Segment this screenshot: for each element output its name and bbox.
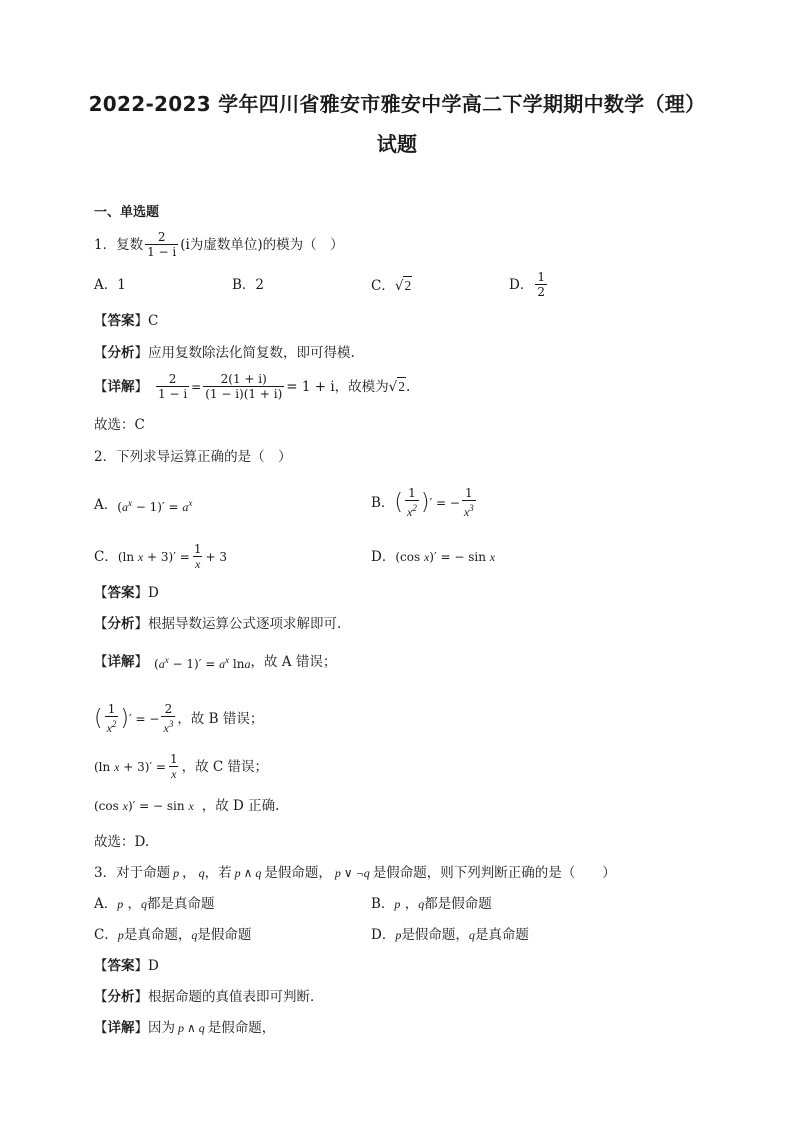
detail-line-c: (ln x + 3)′ = $\frac{1}{x}$ ，故 C 错误； — [94, 752, 269, 781]
question-stem: 下列求导运算正确的是（ ） — [116, 449, 292, 465]
question-3: 3． 对于命题 p ， q ，若 p ∧ q 是假命题， p ∨ ¬q 是假命题，则下列判断正确的是（ ） — [94, 865, 616, 881]
radicand: 2 — [398, 379, 406, 394]
question-text: 是假命题， — [264, 865, 332, 881]
option-text: 是真命题， — [123, 927, 192, 943]
option-text: 都是假命题 — [424, 896, 492, 912]
option-text: 是真命题 — [474, 927, 529, 943]
answer-row — [94, 957, 159, 975]
option-text: 是假命题， — [401, 927, 469, 943]
question-text: 是假命题，则下列判断正确的是（ ） — [372, 865, 616, 881]
option-d: D． (cos x)′ = − sin x — [371, 549, 496, 565]
page-title: 2022-2023 学年四川省雅安市雅安中学高二下学期期中数学（理）试题 — [88, 92, 706, 156]
sqrt-expression: √ 2 — [388, 379, 406, 395]
denominator: 2 — [537, 285, 545, 299]
option-label: D． — [509, 276, 534, 293]
detail-text: ，故 C 错误； — [181, 758, 269, 775]
fraction: $\frac{1}{x^3}$ — [463, 486, 474, 519]
answer-value: D — [148, 958, 159, 974]
answer-value: C — [148, 313, 159, 329]
option-a: A． p ， q 都是真命题 — [94, 896, 215, 912]
question-suffix: (i为虚数单位)的模为（ ） — [180, 236, 344, 253]
fraction: $\frac{1}{x}$ — [193, 542, 202, 571]
detail-label: 【 详解 】 — [94, 1019, 148, 1037]
fraction — [145, 230, 178, 259]
question-prefix: 复数 — [116, 236, 144, 253]
option-text: 都是真命题 — [147, 896, 215, 912]
option-label: B． — [371, 494, 395, 511]
option-b: B．2 — [232, 277, 265, 293]
question-2 — [94, 448, 292, 466]
detail-text: 是假命题， — [207, 1020, 276, 1036]
question-text: ，若 — [204, 865, 232, 881]
detail-text: ，故 B 错误； — [177, 710, 264, 727]
numerator: 2 — [157, 230, 166, 244]
answer-label: 【 答案 】 — [94, 312, 148, 330]
detail-text: ，故 A 错误； — [250, 654, 337, 670]
fraction — [156, 372, 189, 401]
denominator: 1 − i — [147, 245, 177, 259]
analysis-row — [94, 615, 341, 633]
question-text: 对于命题 — [116, 865, 171, 881]
detail-row: 【 详解 】 $(a^x - 1)' = a^x$ lna ，故 A 错误； — [94, 651, 336, 673]
analysis-label: 【 分析 】 — [94, 988, 148, 1006]
analysis-text: 应用复数除法化简复数，即可得模. — [148, 345, 355, 361]
answer-label: 【 答案 】 — [94, 584, 148, 602]
choose-row: 故选：C — [94, 417, 145, 433]
fraction: $\frac{1}{x}$ — [169, 752, 178, 781]
detail-label: 【 详解 】 — [94, 653, 148, 671]
numerator: 2 — [168, 372, 177, 386]
detail-end: . — [406, 378, 411, 395]
option-label: C． — [94, 927, 118, 943]
math-expression: $(a^x - 1)' = a^x$ — [117, 498, 193, 514]
question-number: 1． — [94, 236, 117, 253]
option-label: C． — [94, 548, 118, 565]
fraction — [535, 270, 547, 299]
option-b: B． p ， q 都是假命题 — [371, 896, 492, 912]
answer-value: D — [148, 585, 159, 601]
fraction — [203, 372, 284, 401]
detail-text: = 1 + i，故模为 — [286, 378, 389, 395]
radicand: 2 — [404, 278, 412, 293]
detail-label: 【 详解 】 — [94, 378, 148, 396]
fraction: $\frac{1}{x^2}$ — [106, 702, 117, 735]
question-1 — [94, 230, 344, 259]
option-c: C． (ln x + 3)′ = $\frac{1}{x}$ + 3 — [94, 542, 227, 571]
analysis-label: 【 分析 】 — [94, 344, 148, 362]
option-label: A． — [94, 497, 118, 513]
detail-line-b: ( $\frac{1}{x^2}$ ) ′ = − $\frac{2}{x^3}$ ，故 B 错误； — [94, 702, 264, 735]
denominator: 1 − i — [158, 387, 188, 401]
analysis-row — [94, 344, 355, 362]
option-label: C． — [371, 277, 395, 294]
option-label: B． — [371, 896, 395, 912]
answer-row — [94, 584, 159, 602]
option-c — [371, 276, 412, 295]
detail-text: 因为 — [148, 1020, 175, 1036]
option-a: A．1 — [94, 277, 126, 293]
detail-row: 【 详解 】 $\frac{2}{1 - i}$ = $\frac{2(1 + i)}{(1 - i)(1 + i)}$ = 1 + i，故模为 √ 2 . — [94, 372, 410, 401]
numerator: 1 — [537, 270, 545, 284]
detail-row: 【 详解 】 因为 p ∧ q 是假命题， — [94, 1019, 275, 1037]
section-heading: 一、单选题 — [94, 205, 160, 220]
question-number: 3． — [94, 865, 117, 881]
detail-line-d: (cos x)′ = − sin x ，故 D 正确. — [94, 798, 280, 814]
choose-row: 故选：D. — [94, 834, 150, 850]
denominator: (1 − i)(1 + i) — [205, 387, 283, 401]
detail-text: ，故 D 正确. — [201, 798, 280, 814]
fraction: $\frac{1}{x^2}$ — [407, 486, 417, 519]
option-c: C． p 是真命题， q 是假命题 — [94, 927, 252, 943]
analysis-row — [94, 988, 324, 1006]
option-d: D． p 是假命题， q 是真命题 — [371, 927, 529, 943]
analysis-text: 根据命题的真值表即可判断． — [148, 989, 324, 1005]
option-label: D． — [371, 549, 396, 565]
option-label: D． — [371, 927, 396, 943]
question-number: 2． — [94, 449, 117, 465]
fraction: $\frac{2}{x^3}$ — [163, 702, 174, 735]
option-label: A． — [94, 896, 118, 912]
answer-label: 【 答案 】 — [94, 957, 148, 975]
numerator: 2(1 + i) — [220, 372, 267, 386]
answer-row — [94, 312, 158, 330]
sqrt-expression: √ 2 — [394, 278, 412, 294]
option-b: B． ( $\frac{1}{x^2}$ ) ′ = − $\frac{1}{x^3}$ — [371, 486, 474, 519]
option-text: 是假命题 — [197, 927, 252, 943]
option-d — [509, 270, 549, 299]
option-a — [94, 494, 192, 516]
analysis-label: 【 分析 】 — [94, 615, 148, 633]
analysis-text: 根据导数运算公式逐项求解即可. — [148, 616, 342, 632]
